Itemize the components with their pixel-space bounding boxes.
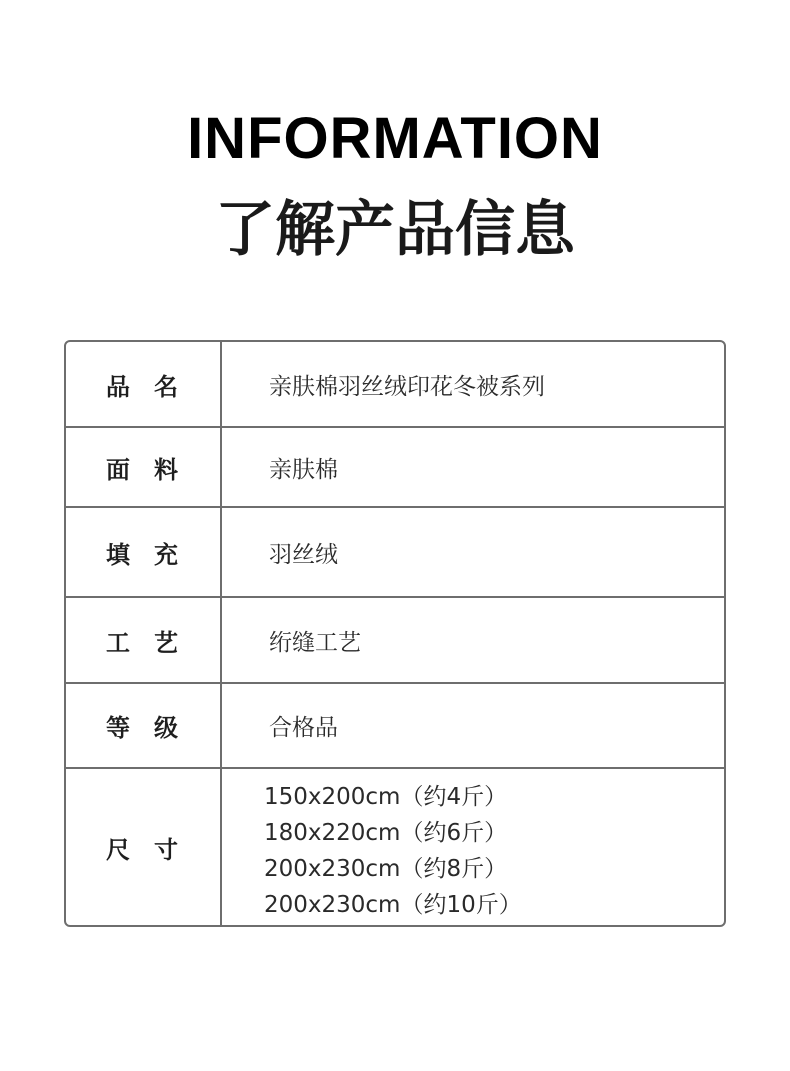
row-value-craft: 绗缝工艺	[269, 629, 361, 656]
row-label-product-name: 品名	[66, 342, 222, 426]
size-option: 180x220cm（约6斤）	[264, 820, 508, 846]
row-value-grade: 合格品	[269, 715, 338, 741]
table-row-grade	[66, 684, 724, 769]
row-value-size-list	[264, 779, 522, 923]
table-row-craft	[66, 598, 724, 684]
row-label-craft: 工艺	[66, 598, 222, 682]
size-option: 200x230cm（约8斤）	[264, 856, 508, 882]
row-label-filling: 填充	[66, 508, 222, 596]
row-value-fabric: 亲肤棉	[269, 456, 338, 483]
size-option: 200x230cm（约10斤）	[264, 892, 522, 918]
row-value-filling: 羽丝绒	[269, 541, 338, 568]
table-row-fabric	[66, 428, 724, 508]
row-label-grade: 等级	[66, 684, 222, 767]
row-label-fabric: 面料	[66, 428, 222, 506]
table-row-size	[66, 769, 724, 925]
page-title-chinese: 了解产品信息	[215, 195, 575, 265]
product-info-table	[64, 340, 726, 927]
table-row-filling	[66, 508, 724, 598]
table-row-product-name	[66, 342, 724, 428]
row-label-size: 尺寸	[66, 769, 222, 925]
page-title-english: INFORMATION	[187, 106, 603, 171]
row-value-product-name: 亲肤棉羽丝绒印花冬被系列	[269, 373, 545, 400]
size-option: 150x200cm（约4斤）	[264, 784, 508, 810]
